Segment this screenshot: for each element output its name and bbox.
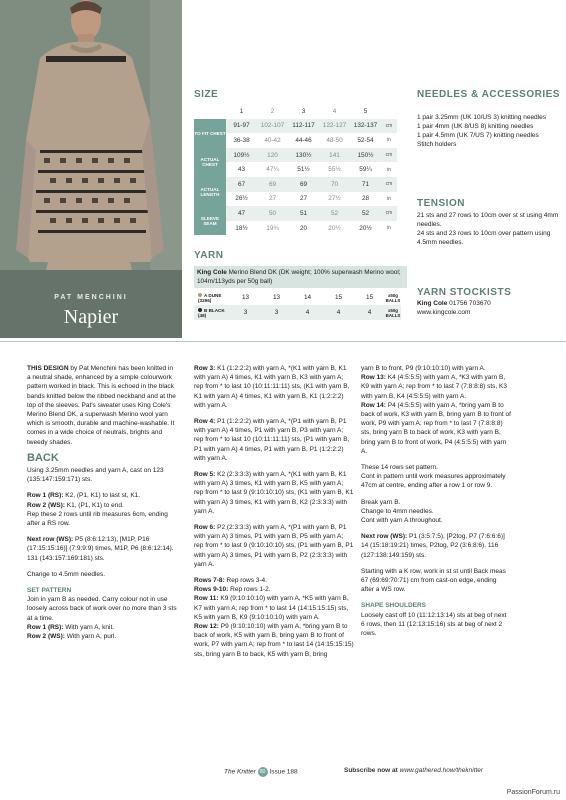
set-pattern-text: Join in yarn B as needed. Carry colour not in use loosely across back of work over no more than 3 sts at a time. Row 1 (RS): With yarn A, knit. Row 2 (WS): With yarn A, purl. — [27, 596, 177, 641]
size-unit: cm — [381, 177, 397, 192]
size-unit: cm — [381, 148, 397, 163]
yarn-balls-cell: 15 — [334, 294, 343, 301]
size-cell: 47¼ — [266, 166, 279, 174]
needle-item: Stitch holders — [417, 140, 457, 148]
yarn-colour-row — [194, 305, 401, 320]
size-cell: 67 — [226, 177, 257, 192]
tension-heading: TENSION — [417, 198, 465, 209]
designer-name: PAT MENCHINI — [54, 294, 128, 301]
size-row-label — [194, 104, 226, 119]
size-unit: in — [387, 166, 391, 173]
decrease-row: Next row (WS): P1 (3:5:7:5), [P2tog, P7 (7:6:6:6)] 14 (15:18:19:21) times, P2tog, P2 (3:6:8:6). 116 (127:138:149:159) sts. — [361, 533, 505, 559]
yarn-balls-cell: 13 — [272, 294, 281, 301]
stockist-phone: 01756 703670 — [447, 300, 491, 307]
yarn-description — [194, 266, 407, 288]
size-cell: 52 — [319, 206, 350, 221]
size-cell: 69 — [288, 177, 319, 192]
size-cell: 102-107 — [257, 119, 288, 134]
size-cell: 4 — [332, 107, 337, 115]
size-cell: 70 — [319, 177, 350, 192]
back-heading: BACK — [27, 451, 59, 464]
size-cell: 51 — [288, 206, 319, 221]
size-cell: 20 — [299, 224, 308, 232]
rows-7-12: Rows 7-8: Rep rows 3-4. Rows 9-10: Rep rows 1-2. Row 11: K9 (9:10:10:10) with yarn A, *K5 with yarn B, K7 with yarn A; rep from * to last 14 (14:15:15:15) sts, K5 with yarn B, K9 (9:10:10:10) with yarn A. Row 12: P9 (9:10:10:10) with yarn A, *bring yarn B to back of work, K5 with yarn B, bring yarn B to front of work, P7 with yarn A; rep from * to last 14 (14:15:15:15) sts, bring yarn B to back, K5 with yarn B, bring — [194, 577, 354, 658]
intro-lead: THIS DESIGN — [27, 365, 69, 372]
st-st-text: Starting with a K row, work in st st until Back meas 67 (69:69:70:71) cm from cast-on edge, ending after a WS row. — [361, 567, 506, 594]
row-4: Row 4: P1 (1:2:2:2) with yarn A, *(P1 with yarn B, P1 with yarn A) 4 times, P1 with yarn B, P3 with yarn A; rep from * to last 10 (10:11:11:11) sts, (P1 with yarn B, P1 with yarn A) 4 times, P1 with yarn B, P1 (1:2:2:2) with yarn A. — [194, 418, 350, 462]
yarn-balls-cell: 14 — [303, 294, 312, 301]
size-row — [194, 148, 397, 163]
row-3: Row 3: K1 (1:2:2:2) with yarn A, *(K1 with yarn B, K1 with yarn A) 4 times, K1 with yarn B, K3 with yarn A; rep from * to last 10 (10:11:11:11) sts, (K1 with yarn B, K1 with yarn A) 4 times, K1 with yarn B, K1 (1:2:2:2) with yarn A. — [194, 365, 350, 409]
yarn-brand: King Cole — [197, 269, 227, 276]
size-cell: 2 — [270, 107, 275, 115]
size-cell: 19¾ — [266, 224, 279, 232]
yarn-balls-cell: 3 — [230, 305, 261, 320]
size-cell: 112-117 — [288, 119, 319, 134]
size-cell: 51½ — [297, 166, 310, 174]
yarn-colour-name: B BLACK (48) — [198, 307, 225, 318]
yarn-description-text: Merino Blend DK (DK weight; 100% superwash Merino wool; 104m/113yds per 50g ball) — [197, 269, 401, 285]
size-cell: 18½ — [235, 224, 248, 232]
size-cell: 120 — [257, 148, 288, 163]
size-cell: 91-97 — [226, 119, 257, 134]
size-cell: 52-54 — [357, 136, 374, 144]
size-cell: 5 — [363, 107, 368, 115]
yarn-balls-cell: 4 — [323, 305, 354, 320]
row-5: Row 5: K2 (2:3:3:3) with yarn A, *(K1 with yarn B, K1 with yarn A) 3 times, K1 with yarn B, K5 with yarn A; rep from * to last 9 (9:10:10:10) sts, (K1 with yarn B, K1 with yarn A) 3 times, K1 with yarn B, K2 (2:3:3:3) with yarn A. — [194, 471, 354, 515]
size-cell: 20½ — [328, 224, 341, 232]
size-cell: 1 — [239, 107, 244, 115]
size-cell: 50 — [257, 206, 288, 221]
intro-paragraph: THIS DESIGN by Pat Menchini has been knitted in a neutral shade, enhanced by a simple colourwork pattern worked in black. This is echoed in the black bands knitted below the ribbed neckband and at the top of the sleeves. Pat's sweater uses King Cole's Merino Blend DK, a superwash Merino wool yarn which is smooth, durable and machine-washable. It comes in a wide choice of neutrals, brights and tweedy shades. — [27, 365, 176, 446]
size-cell: 28 — [361, 195, 370, 203]
size-cell: 20½ — [359, 224, 372, 232]
pattern-column-1 — [27, 364, 177, 648]
size-cell: 36-38 — [233, 136, 250, 144]
size-cell: 109½ — [226, 148, 257, 163]
section-divider — [0, 341, 566, 342]
size-unit: in — [387, 195, 391, 202]
size-row — [194, 104, 397, 119]
pattern-title: Napier — [63, 306, 119, 328]
size-unit — [381, 104, 397, 119]
watermark: PassionForum.ru — [506, 789, 560, 796]
yarn-unit: x50g BALLS — [385, 305, 401, 320]
next-row: Next row (WS): P5 (8:6:12:13), [M1P, P16 (17:15:15:16)] (7:9:9:9) times, M1P, P6 (8:6:12:14). 131 (143:157:169:181) sts. — [27, 536, 174, 562]
yarn-balls-cell: 4 — [292, 305, 323, 320]
yarn-unit: x50g BALLS — [385, 292, 401, 303]
size-cell: 40-42 — [264, 136, 281, 144]
pattern-column-2 — [194, 364, 354, 666]
size-heading: SIZE — [194, 89, 219, 100]
rib-rows: Row 1 (RS): K2, (P1, K1) to last st, K1. Row 2 (WS): K1, (P1, K1) to end. Rep these 2 rows until rib measures 6cm, ending after a RS row. — [27, 492, 168, 528]
size-cell: 122-127 — [319, 119, 350, 134]
shape-shoulders-text: Loosely cast off 10 (11:12:13:14) sts at beg of next 6 rows, then 11 (12:13:15:16) sts at beg of next 2 rows. — [361, 611, 507, 638]
size-cell: 132-137 — [350, 119, 381, 134]
yarn-balls-cell: 3 — [261, 305, 292, 320]
size-cell: 130½ — [288, 148, 319, 163]
size-row-label: ACTUAL LENGTH — [194, 177, 226, 206]
tension-text — [417, 212, 565, 248]
needles-heading: NEEDLES & ACCESSORIES — [417, 89, 560, 100]
needle-item: 1 pair 4.5mm (UK 7/US 7) knitting needles — [417, 131, 539, 139]
size-cell: 27 — [299, 195, 308, 203]
yarn-colour-row — [194, 290, 401, 305]
stockists-info — [417, 300, 565, 318]
size-cell: 55½ — [328, 166, 341, 174]
size-cell: 26½ — [235, 195, 248, 203]
size-cell: 3 — [301, 107, 306, 115]
footer-magazine: The Knitter 80 Issue 188 — [224, 768, 298, 776]
yarn-colour-label — [194, 290, 230, 305]
size-cell: 52 — [350, 206, 381, 221]
break-yarn: Break yarn B. Change to 4mm needles. Cont with yarn A throughout. — [361, 498, 443, 525]
stockist-url[interactable]: www.kingcole.com — [417, 308, 471, 316]
page-number: 80 — [258, 767, 268, 777]
yarn-colour-table — [194, 290, 401, 320]
size-row — [194, 177, 397, 192]
yarn-balls-cell: 15 — [365, 294, 374, 301]
needles-list — [417, 114, 565, 150]
yarn-balls-cell: 4 — [354, 305, 385, 320]
size-cell: 27½ — [328, 195, 341, 203]
stockists-heading: YARN STOCKISTS — [417, 287, 512, 298]
size-row-label: SLEEVE SEAM — [194, 206, 226, 235]
yarn-colour-name: A DUNE (3296) — [198, 292, 222, 303]
size-row — [194, 206, 397, 221]
pattern-column-3 — [361, 364, 511, 645]
size-unit: in — [387, 225, 391, 232]
size-unit: in — [387, 137, 391, 144]
size-cell: 69 — [257, 177, 288, 192]
yarn-heading: YARN — [194, 250, 224, 261]
size-table — [194, 104, 397, 235]
tension-line: 24 sts and 23 rows to 10cm over pattern using 4.5mm needles. — [417, 229, 551, 246]
row-6: Row 6: P2 (2:3:3:3) with yarn A, *(P1 with yarn B, P1 with yarn A) 3 times, P1 with yarn B, P5 with yarn A; rep from * to last 9 (9:10:10:10) sts, (P1 with yarn B, P1 with yarn A) 3 times, P1 with yarn B, P2 (2:3:3:3) with yarn A. — [194, 524, 354, 568]
size-row-label: TO FIT CHEST — [194, 119, 226, 148]
size-cell: 59¼ — [359, 166, 372, 174]
yarn-colour-label — [194, 305, 230, 320]
stockist-brand: King Cole — [417, 300, 448, 307]
yarn-balls-cell: 13 — [241, 294, 250, 301]
size-unit: cm — [381, 206, 397, 221]
size-unit: cm — [381, 119, 397, 134]
needle-item: 1 pair 3.25mm (UK 10/US 3) knitting needles — [417, 114, 546, 121]
size-cell: 27 — [268, 195, 277, 203]
change-needles: Change to 4.5mm needles. — [27, 570, 106, 578]
size-cell: 71 — [350, 177, 381, 192]
shape-shoulders-heading: SHAPE SHOULDERS — [361, 602, 427, 610]
size-cell: 44-46 — [295, 136, 312, 144]
tension-line: 21 sts and 27 rows to 10cm over st st using 4mm needles. — [417, 212, 559, 228]
subscribe-link[interactable]: www.gathered.how/theknitter — [399, 767, 484, 774]
size-row — [194, 119, 397, 134]
size-cell: 48-50 — [326, 136, 343, 144]
size-cell: 47 — [226, 206, 257, 221]
needle-item: 1 pair 4mm (UK 8/US 8) knitting needles — [417, 122, 534, 130]
back-cast-on: Using 3.25mm needles and yarn A, cast on 123 (135:147:159:171) sts. — [27, 467, 164, 484]
size-cell: 150½ — [350, 148, 381, 163]
footer-subscribe: Subscribe now at www.gathered.how/theknitter — [344, 767, 484, 774]
size-cell: 141 — [319, 148, 350, 163]
set-pattern-heading: SET PATTERN — [27, 587, 72, 595]
rows-12-14: yarn B to front, P9 (9:10:10:10) with yarn A. Row 13: K4 (4:5:5:5) with yarn A, *K3 with yarn B, K9 with yarn A; rep from * to last 7 (7:8:8:8) sts, K3 with yarn B, K4 (4:5:5:5) with yarn A. Row 14: P4 (4:5:5:5) with yarn A, *bring yarn B to back of work, K3 with yarn B, bring yarn B to front of work, P9 with yarn A; rep from * to last 7 (7:8:8:8) sts, bring yarn B to back of work, K3 with yarn B, bring yarn B to front of work, P4 (4:5:5:5) with yarn A. — [361, 365, 511, 455]
size-cell: 43 — [237, 166, 246, 174]
pattern-set: These 14 rows set pattern. Cont in pattern until work measures approximately 47cm at centre, ending after a row 1 or row 9. — [361, 464, 506, 490]
size-row-label: ACTUAL CHEST — [194, 148, 226, 177]
